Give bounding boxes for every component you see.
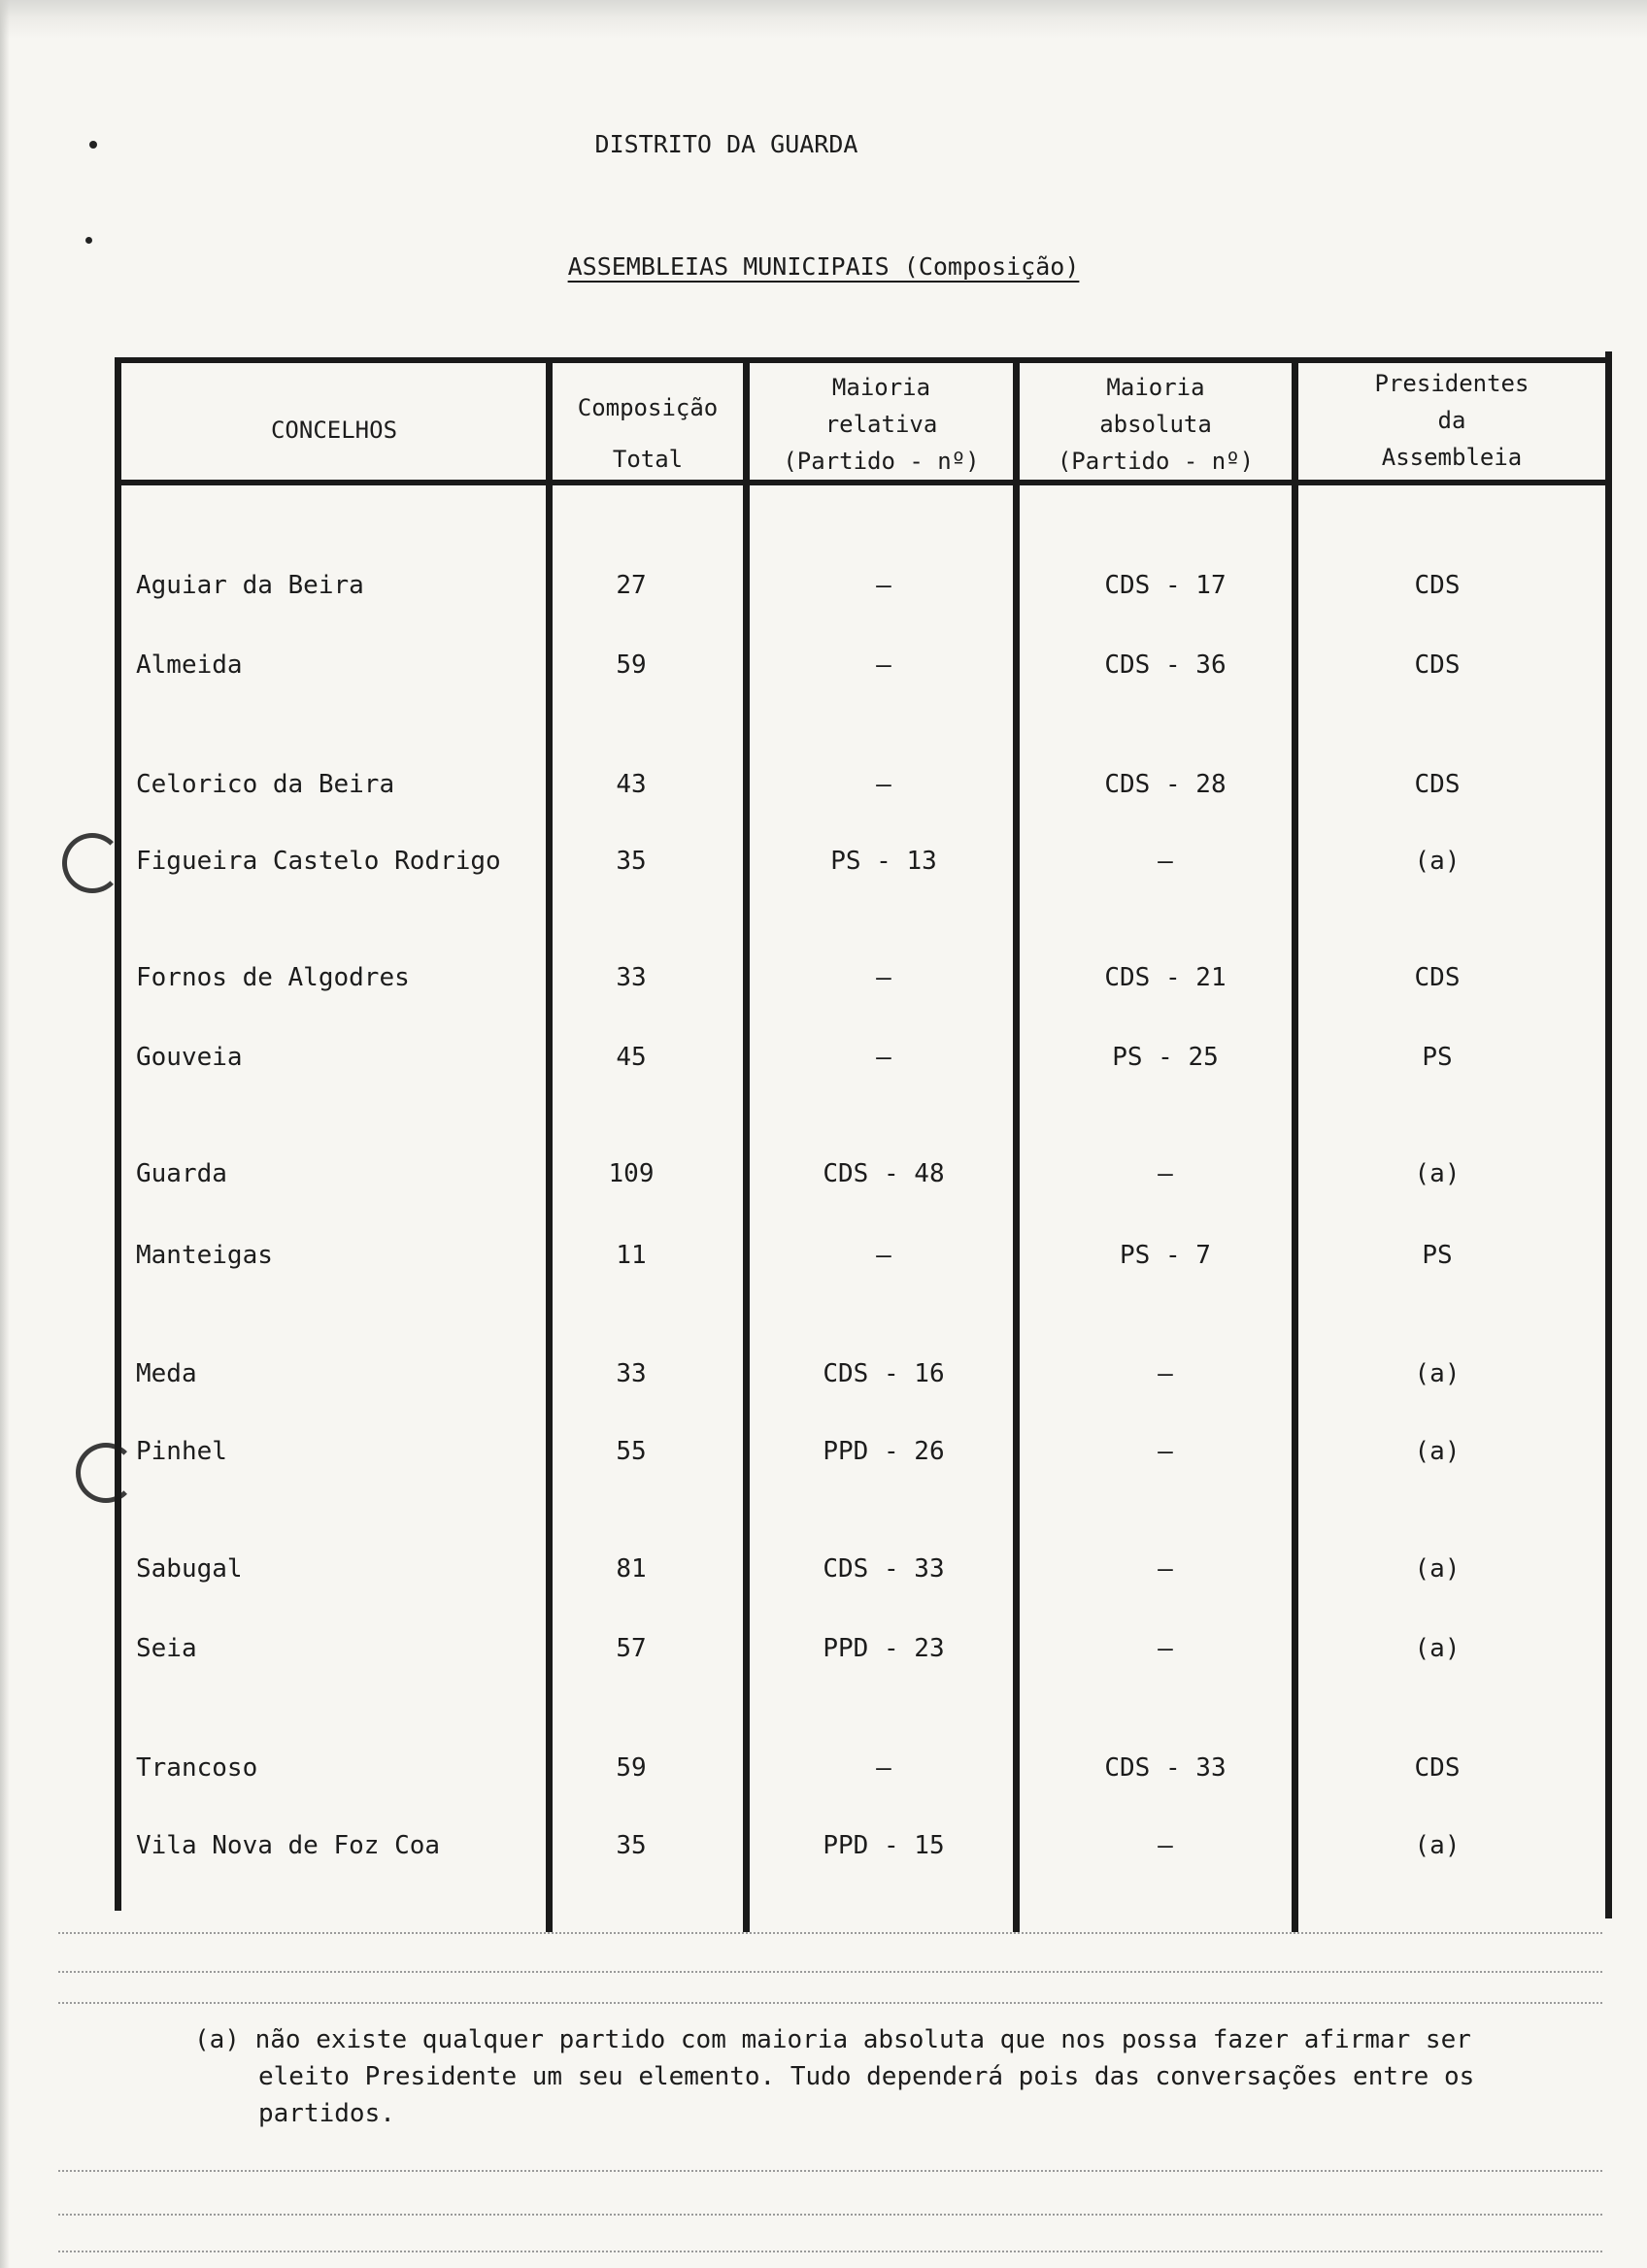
header-presidentes — [1298, 365, 1605, 476]
row-presidente: (a) — [1414, 847, 1461, 876]
row-presidente: PS — [1422, 1241, 1453, 1270]
row-absoluta: CDS - 33 — [1104, 1753, 1227, 1783]
footnote — [194, 2021, 1602, 2132]
row-total: 35 — [616, 1831, 647, 1860]
row-name: Figueira Castelo Rodrigo — [136, 847, 501, 876]
header-relativa-line2: relativa — [824, 411, 938, 438]
footnote-line: (a) não existe qualquer partido com maioria absoluta que nos possa fazer afirmar ser — [194, 2025, 1471, 2054]
row-relativa: — — [876, 650, 891, 680]
row-total: 45 — [616, 1043, 647, 1072]
column-divider — [743, 357, 750, 1932]
row-absoluta: — — [1158, 1554, 1173, 1584]
row-total: 27 — [616, 571, 647, 600]
row-total: 33 — [616, 963, 647, 992]
page-title: DISTRITO DA GUARDA — [594, 130, 858, 158]
row-absoluta: CDS - 17 — [1104, 571, 1227, 600]
row-presidente: (a) — [1414, 1359, 1461, 1388]
row-presidente: PS — [1422, 1043, 1453, 1072]
row-relativa: CDS - 33 — [823, 1554, 945, 1584]
row-relativa: — — [876, 571, 891, 600]
row-absoluta: PS - 7 — [1120, 1241, 1211, 1270]
punch-hole — [76, 1443, 136, 1503]
row-name: Vila Nova de Foz Coa — [136, 1831, 441, 1860]
header-total — [553, 371, 743, 474]
row-name: Pinhel — [136, 1437, 227, 1466]
row-absoluta: — — [1158, 1634, 1173, 1663]
row-absoluta: PS - 25 — [1112, 1043, 1219, 1072]
paper-rule — [58, 2002, 1602, 2004]
row-presidente: CDS — [1414, 963, 1461, 992]
row-total: 81 — [616, 1554, 647, 1584]
row-absoluta: — — [1158, 847, 1173, 876]
scan-edge-top — [0, 0, 1647, 39]
header-relativa — [750, 369, 1013, 480]
row-total: 33 — [616, 1359, 647, 1388]
header-concelhos — [122, 412, 546, 449]
row-presidente: CDS — [1414, 650, 1461, 680]
row-absoluta: CDS - 36 — [1104, 650, 1227, 680]
row-total: 109 — [608, 1159, 655, 1188]
paper-rule — [58, 1971, 1602, 1973]
header-absoluta — [1020, 369, 1292, 480]
row-name: Trancoso — [136, 1753, 258, 1783]
row-relativa: — — [876, 1043, 891, 1072]
row-presidente: CDS — [1414, 1753, 1461, 1783]
footnote-line: partidos. — [258, 2099, 395, 2128]
row-relativa: PPD - 26 — [823, 1437, 945, 1466]
header-absoluta-line1: Maioria — [1106, 374, 1205, 401]
row-relativa: — — [876, 1241, 891, 1270]
row-total: 55 — [616, 1437, 647, 1466]
row-absoluta: CDS - 28 — [1104, 770, 1227, 799]
row-relativa: CDS - 48 — [823, 1159, 945, 1188]
row-relativa: — — [876, 963, 891, 992]
page-subtitle-text: ASSEMBLEIAS MUNICIPAIS (Composição) — [567, 252, 1080, 281]
header-total-line1: Composição — [577, 394, 719, 421]
row-absoluta: — — [1158, 1831, 1173, 1860]
row-name: Meda — [136, 1359, 197, 1388]
table-border-left — [115, 357, 121, 1911]
page-subtitle — [0, 252, 1647, 281]
scan-edge-left — [0, 0, 10, 2268]
margin-dot — [85, 237, 92, 244]
row-name: Celorico da Beira — [136, 770, 395, 799]
row-name: Guarda — [136, 1159, 227, 1188]
paper-rule — [58, 2214, 1602, 2216]
header-total-line2: Total — [612, 446, 684, 473]
row-presidente: (a) — [1414, 1634, 1461, 1663]
row-total: 57 — [616, 1634, 647, 1663]
paper-rule — [58, 1932, 1602, 1934]
header-absoluta-line2: absoluta — [1099, 411, 1212, 438]
row-total: 35 — [616, 847, 647, 876]
column-divider — [546, 357, 553, 1932]
header-presidentes-line3: Assembleia — [1381, 444, 1523, 471]
header-presidentes-line2: da — [1437, 407, 1466, 434]
row-name: Seia — [136, 1634, 197, 1663]
paper-rule — [58, 2251, 1602, 2252]
paper-rule — [58, 2170, 1602, 2172]
header-relativa-line3: (Partido - nº) — [783, 448, 980, 475]
header-relativa-line1: Maioria — [831, 374, 931, 401]
row-presidente: (a) — [1414, 1159, 1461, 1188]
row-relativa: CDS - 16 — [823, 1359, 945, 1388]
header-concelhos-label: CONCELHOS — [270, 417, 398, 444]
row-absoluta: — — [1158, 1159, 1173, 1188]
row-total: 59 — [616, 1753, 647, 1783]
row-presidente: CDS — [1414, 770, 1461, 799]
row-absoluta: — — [1158, 1359, 1173, 1388]
header-presidentes-line1: Presidentes — [1374, 370, 1529, 397]
row-relativa: PPD - 15 — [823, 1831, 945, 1860]
row-total: 11 — [616, 1241, 647, 1270]
footnote-line: eleito Presidente um seu elemento. Tudo dependerá pois das conversações entre os — [258, 2062, 1475, 2091]
header-absoluta-line3: (Partido - nº) — [1057, 448, 1255, 475]
row-relativa: — — [876, 1753, 891, 1783]
column-divider — [1013, 357, 1020, 1932]
row-name: Almeida — [136, 650, 243, 680]
row-relativa: PS - 13 — [830, 847, 937, 876]
table-border-right — [1605, 351, 1612, 1918]
row-total: 43 — [616, 770, 647, 799]
table-header-rule — [115, 480, 1612, 485]
row-relativa: PPD - 23 — [823, 1634, 945, 1663]
row-name: Gouveia — [136, 1043, 243, 1072]
row-absoluta: CDS - 21 — [1104, 963, 1227, 992]
row-presidente: (a) — [1414, 1554, 1461, 1584]
row-relativa: — — [876, 770, 891, 799]
row-name: Manteigas — [136, 1241, 273, 1270]
row-presidente: (a) — [1414, 1831, 1461, 1860]
row-absoluta: — — [1158, 1437, 1173, 1466]
row-name: Aguiar da Beira — [136, 571, 364, 600]
row-name: Sabugal — [136, 1554, 243, 1584]
table-top-rule — [115, 357, 1612, 363]
row-presidente: (a) — [1414, 1437, 1461, 1466]
row-presidente: CDS — [1414, 571, 1461, 600]
row-total: 59 — [616, 650, 647, 680]
row-name: Fornos de Algodres — [136, 963, 410, 992]
punch-hole — [62, 833, 122, 893]
